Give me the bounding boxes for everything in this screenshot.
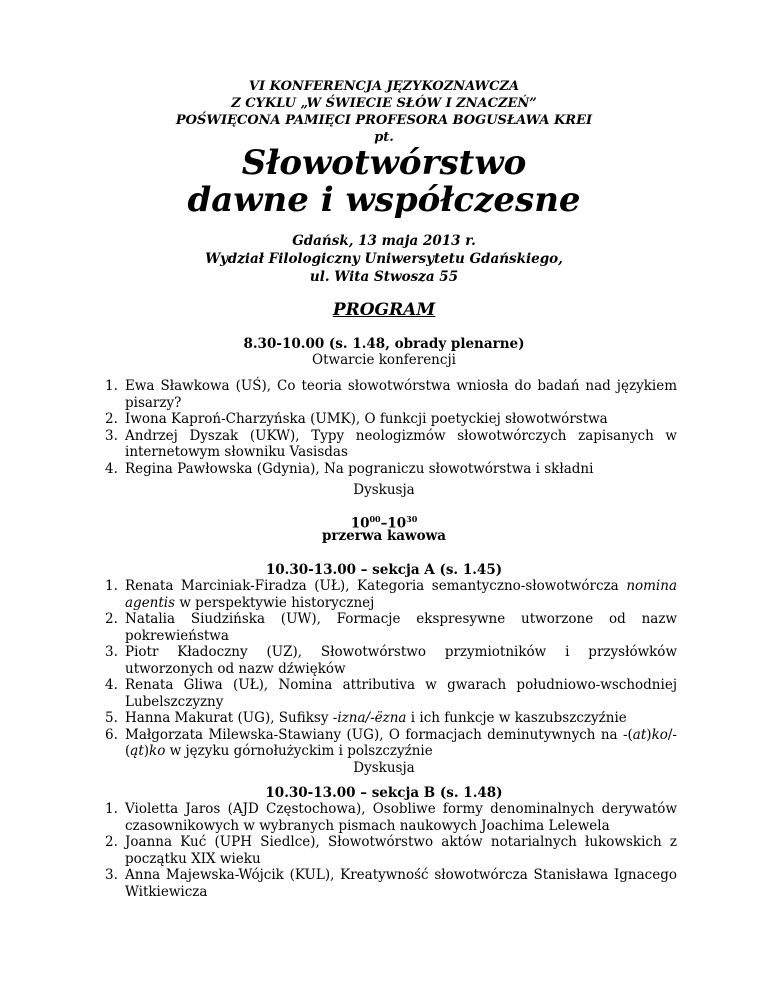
coffee-break-time: $10^{00}-10^{30}$	[350, 514, 418, 532]
plenary-list	[105, 378, 677, 477]
header-line-1: VI KONFERENCJA JĘZYKOZNAWCZA	[248, 79, 520, 94]
list-item: 4. Regina Pawłowska (Gdynia), Na pograniczu słowotwórstwa i składni	[105, 460, 594, 477]
list-item: 3. Anna Majewska-Wójcik (KUL), Kreatywność słowotwórcza Stanisława Ignacego Witkiewicza	[105, 867, 677, 900]
list-item: 2. Joanna Kuć (UPH Siedlce), Słowotwórstwo aktów notarialnych łukowskich z początku XIX wieku	[105, 834, 677, 867]
list-item: 3. Piotr Kładoczny (UZ), Słowotwórstwo przymiotników i przysłówków utworzonych od nazw dźwięków	[105, 644, 677, 677]
list-item: 6. Małgorzata Milewska-Stawiany (UG), O formacjach deminutywnych na -(at)ko/-(ąt)ko w języku górnołużyckim i polszczyźnie	[105, 726, 677, 759]
list-item: 3. Andrzej Dyszak (UKW), Typy neologizmów słowotwórczych zapisanych w internetowym słowniku Vasisdas	[105, 427, 677, 460]
item-number: 4.	[105, 460, 118, 477]
header-line-4: pt.	[374, 130, 394, 145]
venue-block	[100, 232, 668, 286]
conference-header	[100, 78, 668, 146]
opening-label: Otwarcie konferencji	[312, 352, 456, 368]
venue-faculty: Wydział Filologiczny Uniwersytetu Gdańskiego,	[205, 251, 563, 267]
section-b-heading: 10.30-13.00 – sekcja B (s. 1.48)	[265, 785, 503, 801]
section-a-heading: 10.30-13.00 – sekcja A (s. 1.45)	[265, 562, 503, 578]
header-line-2: Z CYKLU „W ŚWIECIE SŁÓW I ZNACZEŃ”	[231, 96, 537, 111]
list-item: 5. Hanna Makurat (UG), Sufiksy -izna/-ëzna i ich funkcje w kaszubszczyźnie	[105, 710, 627, 726]
conference-title	[100, 145, 668, 219]
item-number: 3.	[105, 427, 118, 444]
plenary-discussion: Dyskusja	[353, 482, 415, 498]
plenary-heading: 8.30-10.00 (s. 1.48, obrady plenarne)	[243, 336, 525, 352]
list-item: 1. Ewa Sławkowa (UŚ), Co teoria słowotwórstwa wniosła do badań nad językiem pisarzy?	[105, 378, 677, 411]
program-heading: PROGRAM	[332, 300, 436, 320]
list-item: 4. Renata Gliwa (UŁ), Nomina attributiva w gwarach południowo-wschodniej Lubelszczyzny	[105, 677, 677, 710]
section-a-discussion: Dyskusja	[353, 760, 415, 776]
venue-date: Gdańsk, 13 maja 2013 r.	[292, 233, 476, 249]
list-item: 2. Natalia Siudzińska (UW), Formacje ekspresywne utworzone od nazw pokrewieństwa	[105, 611, 677, 644]
list-item: 1. Violetta Jaros (AJD Częstochowa), Osobliwe formy denominalnych derywatów czasownikowych w wybranych pismach naukowych Joachima Lelewela	[105, 801, 677, 834]
title-line-1: Słowotwórstwo	[241, 143, 527, 183]
coffee-break-label: przerwa kawowa	[321, 528, 447, 544]
list-item: 2. Iwona Kaproń-Charzyńska (UMK), O funkcji poetyckiej słowotwórstwa	[105, 411, 608, 427]
item-number: 2.	[105, 411, 118, 427]
section-a-list	[105, 578, 677, 760]
venue-address: ul. Wita Stwosza 55	[309, 269, 459, 285]
section-b-list	[105, 801, 677, 900]
list-item: 1. Renata Marciniak-Firadza (UŁ), Kategoria semantyczno-słowotwórcza nomina agentis w perspektywie historycznej	[105, 578, 677, 611]
title-line-2: dawne i współczesne	[187, 180, 581, 220]
header-line-3: POŚWIĘCONA PAMIĘCI PROFESORA BOGUSŁAWA KREI	[175, 113, 593, 128]
item-number: 1.	[105, 378, 118, 394]
